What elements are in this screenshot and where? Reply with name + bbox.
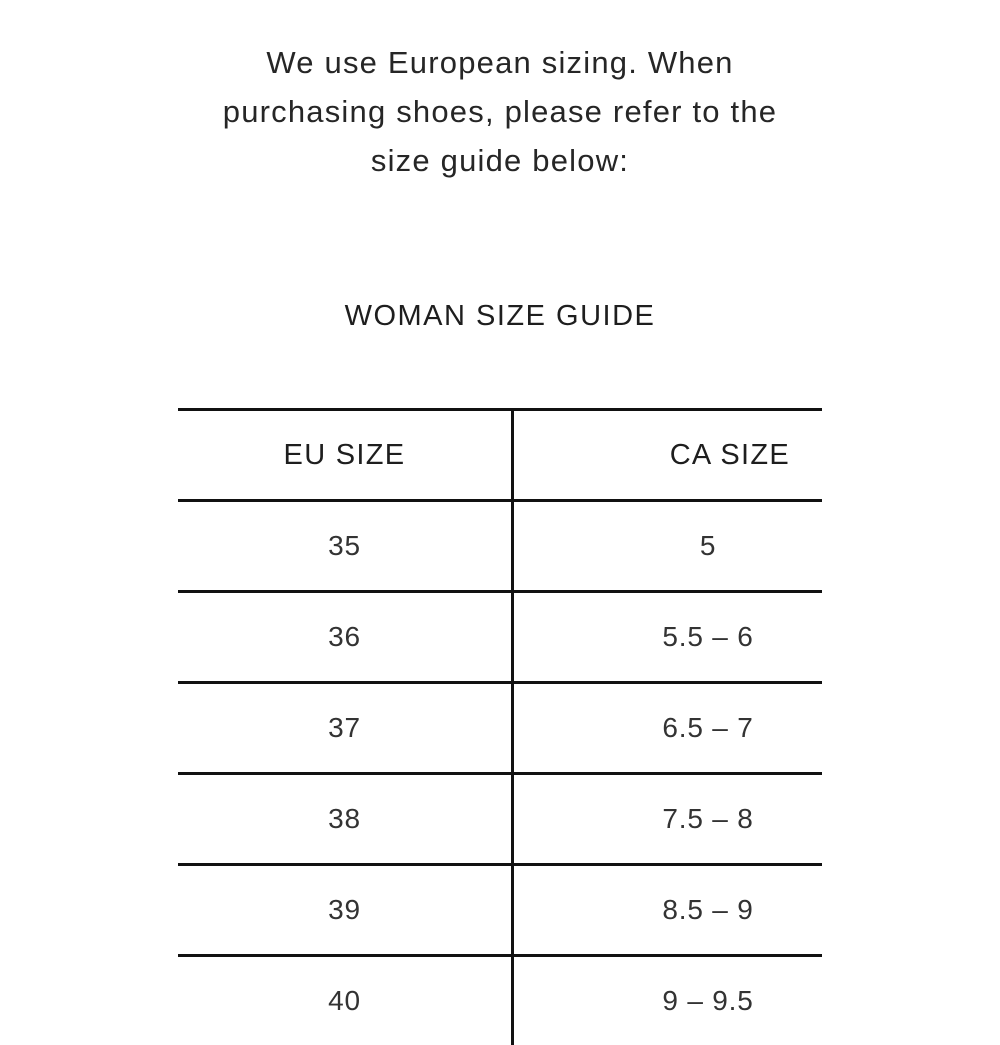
ca-size-cell: 6.5 – 7 xyxy=(513,683,823,774)
ca-size-cell: 5 xyxy=(513,501,823,592)
size-guide-table xyxy=(178,408,822,1045)
eu-size-cell: 40 xyxy=(178,956,513,1045)
eu-size-cell: 37 xyxy=(178,683,513,774)
table-row xyxy=(178,592,822,683)
size-guide-title: WOMAN SIZE GUIDE xyxy=(150,300,850,333)
intro-line: size guide below: xyxy=(150,136,850,185)
table-row xyxy=(178,774,822,865)
eu-size-header: EU SIZE xyxy=(178,410,513,501)
intro-line: We use European sizing. When xyxy=(150,38,850,87)
table-row xyxy=(178,956,822,1045)
table-row xyxy=(178,683,822,774)
ca-size-cell: 7.5 – 8 xyxy=(513,774,823,865)
eu-size-cell: 38 xyxy=(178,774,513,865)
table-row xyxy=(178,865,822,956)
table-header-row xyxy=(178,410,822,501)
ca-size-cell: 8.5 – 9 xyxy=(513,865,823,956)
eu-size-cell: 36 xyxy=(178,592,513,683)
intro-text xyxy=(150,38,850,185)
eu-size-cell: 35 xyxy=(178,501,513,592)
ca-size-cell: 5.5 – 6 xyxy=(513,592,823,683)
ca-size-cell: 9 – 9.5 xyxy=(513,956,823,1045)
eu-size-cell: 39 xyxy=(178,865,513,956)
table-row xyxy=(178,501,822,592)
intro-line: purchasing shoes, please refer to the xyxy=(150,87,850,136)
ca-size-header: CA SIZE xyxy=(513,410,823,501)
